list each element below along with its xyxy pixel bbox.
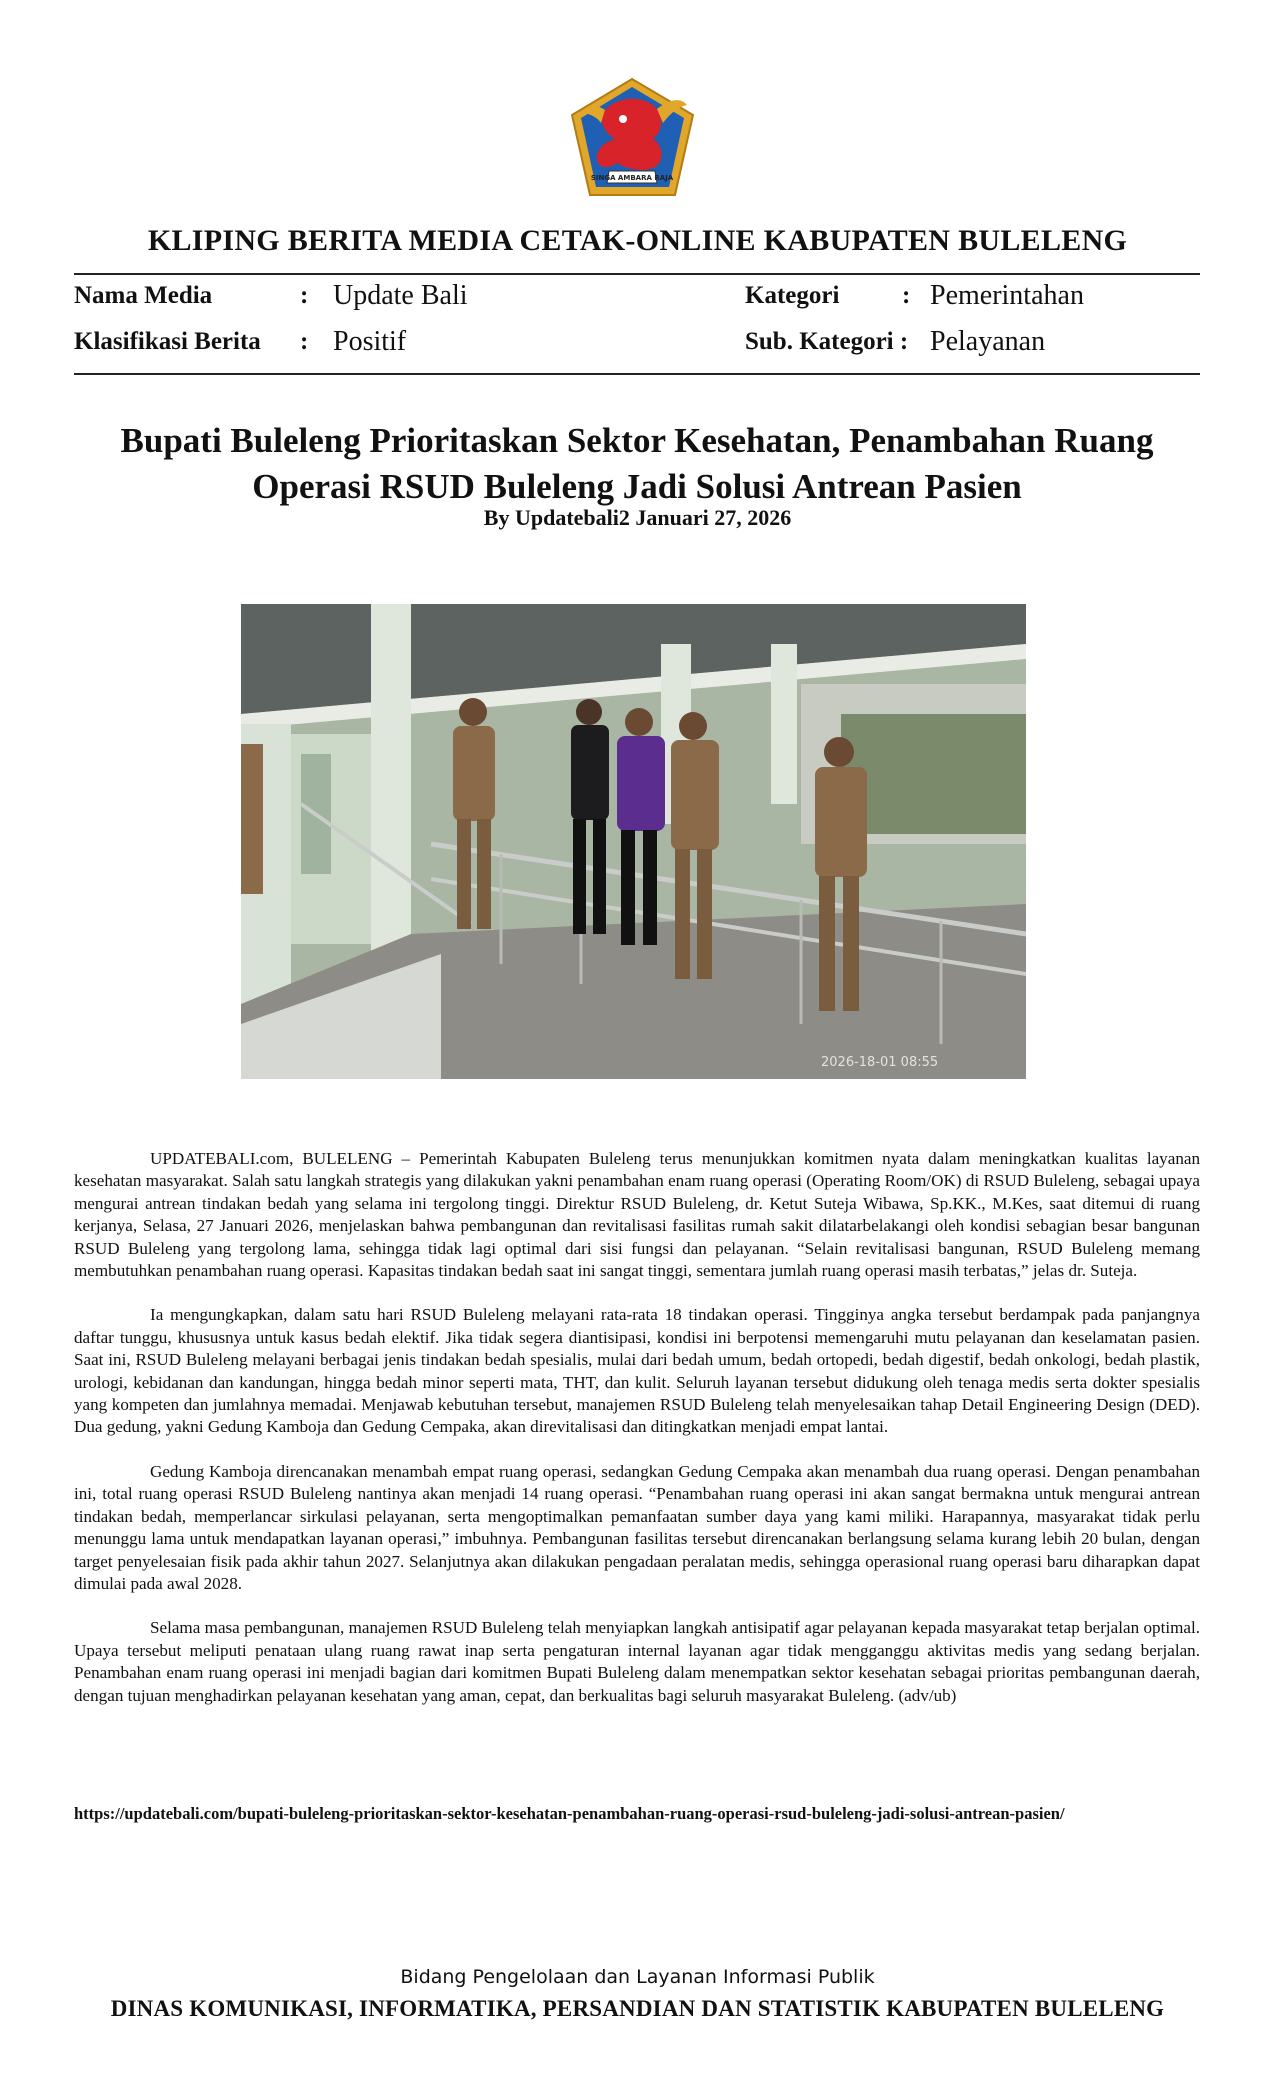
logo-motto: SINGA AMBARA RAJA bbox=[590, 174, 674, 182]
headline-line-1: Bupati Buleleng Prioritaskan Sektor Kesehatan, Penambahan Ruang bbox=[120, 421, 1154, 460]
coat-of-arms-emblem bbox=[565, 75, 700, 200]
media-label: Nama Media bbox=[74, 282, 213, 309]
subcategory-value: Pelayanan bbox=[930, 326, 1046, 357]
article-paragraph-1: UPDATEBALI.com, BULELENG – Pemerintah Kabupaten Buleleng terus menunjukkan komitmen nyata dalam meningkatkan kualitas layanan kesehatan masyarakat. Salah satu langkah strategis yang dilakukan yakni penambahan enam ruang operasi (Operating Room/OK) di RSUD Buleleng, sebagai upaya mengurai antrean tindakan bedah yang selama ini tergolong tinggi. Direktur RSUD Buleleng, dr. Ketut Suteja Wibawa, Sp.KK., M.Kes, saat ditemui di ruang kerjanya, Selasa, 27 Januari 2026, menjelaskan bahwa pembangunan dan revitalisasi fasilitas rumah sakit dilatarbelakangi oleh kondisi sebagian besar bangunan RSUD Buleleng yang tergolong lama, sehingga tidak lagi optimal dari sisi fungsi dan pelayanan. “Selain revitalisasi bangunan, RSUD Buleleng memang membutuhkan penambahan ruang operasi. Kapasitas tindakan bedah saat ini sangat tinggi, sementara jumlah ruang operasi masih terbatas,” jelas dr. Suteja. bbox=[74, 1149, 1200, 1281]
classification-colon: : bbox=[300, 328, 309, 355]
category-colon: : bbox=[902, 282, 911, 309]
photo-scene bbox=[241, 604, 1026, 1079]
coat-of-arms-logo bbox=[565, 75, 700, 200]
footer-department: Bidang Pengelolaan dan Layanan Informasi Publik bbox=[400, 1966, 875, 1988]
meta-row-classification bbox=[74, 326, 1200, 362]
article-paragraph-2: Ia mengungkapkan, dalam satu hari RSUD Buleleng melayani rata-rata 18 tindakan operasi. Tingginya angka tersebut berdampak pada panjangnya daftar tunggu, khususnya untuk kasus bedah elektif. Jika tidak segera diantisipasi, kondisi ini berpotensi memengaruhi mutu pelayanan dan keselamatan pasien. Saat ini, RSUD Buleleng melayani berbagai jenis tindakan bedah spesialis, mulai dari bedah umum, bedah ortopedi, bedah digestif, bedah onkologi, bedah plastik, urologi, kebidanan dan kandungan, hingga bedah minor seperti mata, THT, dan kulit. Seluruh layanan tersebut didukung oleh tenaga medis serta dokter spesialis yang kompeten dan jumlahnya memadai. Menjawab kebutuhan tersebut, manajemen RSUD Buleleng telah menyelesaikan tahap Detail Engineering Design (DED). Dua gedung, yakni Gedung Kamboja dan Gedung Cempaka, akan direvitalisasi dan ditingkatkan menjadi empat lantai. bbox=[74, 1305, 1200, 1437]
header-divider-bottom bbox=[74, 373, 1200, 375]
classification-value: Positif bbox=[333, 326, 407, 357]
masthead-title: KLIPING BERITA MEDIA CETAK-ONLINE KABUPATEN BULELENG bbox=[147, 224, 1128, 257]
subcategory-label: Sub. Kategori : bbox=[745, 328, 909, 355]
category-value: Pemerintahan bbox=[930, 280, 1084, 311]
article-paragraph-3: Gedung Kamboja direncanakan menambah empat ruang operasi, sedangkan Gedung Cempaka akan menambah dua ruang operasi. Dengan penambahan ini, total ruang operasi RSUD Buleleng nantinya akan menjadi 14 ruang operasi. “Penambahan ruang operasi ini akan sangat bermakna untuk mengurai antrean tindakan bedah, memperlancar sirkulasi pelayanan, serta mengoptimalkan pemanfaatan sumber daya yang kami miliki. Harapannya, masyarakat tidak perlu menunggu lama untuk mendapatkan layanan operasi,” imbuhnya. Pembangunan fasilitas tersebut direncanakan berlangsung selama kurang lebih 20 bulan, dengan target penyelesaian fisik pada akhir tahun 2027. Selanjutnya akan dilakukan pengadaan peralatan medis, sehingga operasional ruang operasi baru diharapkan dapat dimulai pada awal 2028. bbox=[74, 1461, 1200, 1593]
article-headline bbox=[74, 418, 1200, 510]
photo-timestamp: 2026-18-01 08:55 bbox=[821, 1055, 939, 1070]
media-colon: : bbox=[300, 282, 309, 309]
source-url-link[interactable]: https://updatebali.com/bupati-buleleng-prioritaskan-sektor-kesehatan-penambahan-ruang-operasi-rsud-buleleng-jadi-solusi-antrean-pasien/ bbox=[74, 1804, 1065, 1823]
footer-agency: DINAS KOMUNIKASI, INFORMATIKA, PERSANDIAN DAN STATISTIK KABUPATEN BULELENG bbox=[110, 1996, 1165, 2021]
article-photo bbox=[241, 604, 1026, 1079]
header-divider-top bbox=[74, 273, 1200, 275]
article-paragraph-4: Selama masa pembangunan, manajemen RSUD Buleleng telah menyiapkan langkah antisipatif agar pelayanan kepada masyarakat tetap berjalan optimal. Upaya tersebut meliputi penataan ulang ruang rawat inap serta pengaturan internal layanan agar tidak mengganggu aktivitas medis yang sedang berjalan. Penambahan enam ruang operasi ini menjadi bagian dari komitmen Bupati Buleleng dalam menempatkan sektor kesehatan sebagai prioritas pembangunan daerah, dengan tujuan menghadirkan pelayanan kesehatan yang aman, cepat, dan berkualitas bagi seluruh masyarakat Buleleng. (adv/ub) bbox=[74, 1618, 1200, 1705]
article-body bbox=[74, 1148, 1200, 1729]
media-value: Update Bali bbox=[333, 280, 468, 311]
article-byline: By Updatebali2 Januari 27, 2026 bbox=[483, 505, 792, 530]
meta-row-media bbox=[74, 280, 1200, 316]
classification-label: Klasifikasi Berita bbox=[74, 328, 261, 355]
category-label: Kategori bbox=[745, 282, 840, 309]
headline-line-2: Operasi RSUD Buleleng Jadi Solusi Antrean Pasien bbox=[252, 467, 1022, 506]
